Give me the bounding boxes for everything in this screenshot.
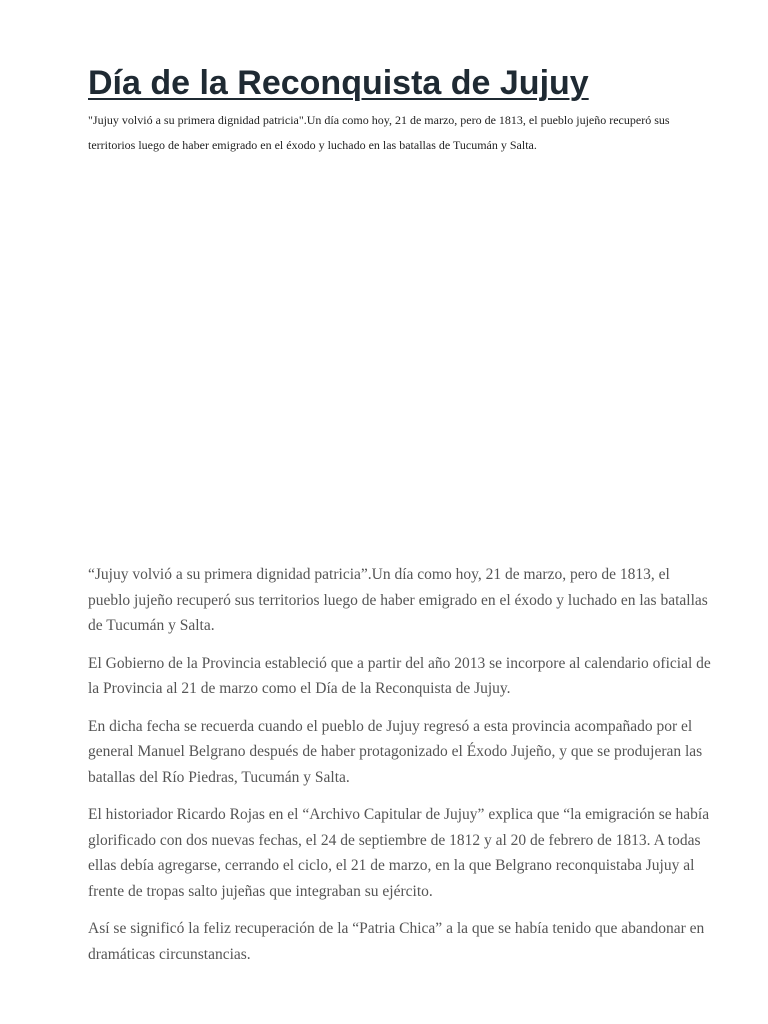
body-paragraph: El Gobierno de la Provincia estableció que a partir del año 2013 se incorpore al calendario oficial de la Provincia al 21 de marzo como el Día de la Reconquista de Jujuy. <box>88 654 711 697</box>
blank-space <box>88 165 688 555</box>
lead-paragraph: "Jujuy volvió a su primera dignidad patricia".Un día como hoy, 21 de marzo, pero de 1813, el pueblo jujeño recuperó sus territorios luego de haber emigrado en el éxodo y luchado en las batallas de Tucumán y Salta. <box>88 113 670 152</box>
page-title[interactable]: Día de la Reconquista de Jujuy <box>88 64 589 102</box>
body-paragraph: Así se significó la feliz recuperación de la “Patria Chica” a la que se había tenido que abandonar en dramáticas circunstancias. <box>88 920 705 963</box>
body-paragraph: El historiador Ricardo Rojas en el “Archivo Capitular de Jujuy” explica que “la emigración se había glorificado con dos nuevas fechas, el 24 de septiembre de 1812 y al 20 de febrero de 1813. A todas ellas debía agregarse, cerrando el ciclo, el 21 de marzo, en la que Belgrano reconquistaba Jujuy al frente de tropas salto jujeñas que integraban su ejército. <box>88 806 710 900</box>
article-body <box>88 562 713 979</box>
body-paragraph: En dicha fecha se recuerda cuando el pueblo de Jujuy regresó a esta provincia acompañado por el general Manuel Belgrano después de haber protagonizado el Éxodo Jujeño, y que se produjeran las batallas del Río Piedras, Tucumán y Salta. <box>88 717 703 786</box>
body-paragraph: “Jujuy volvió a su primera dignidad patricia”.Un día como hoy, 21 de marzo, pero de 1813, el pueblo jujeño recuperó sus territorios luego de haber emigrado en el éxodo y luchado en las batallas de Tucumán y Salta. <box>88 566 708 634</box>
